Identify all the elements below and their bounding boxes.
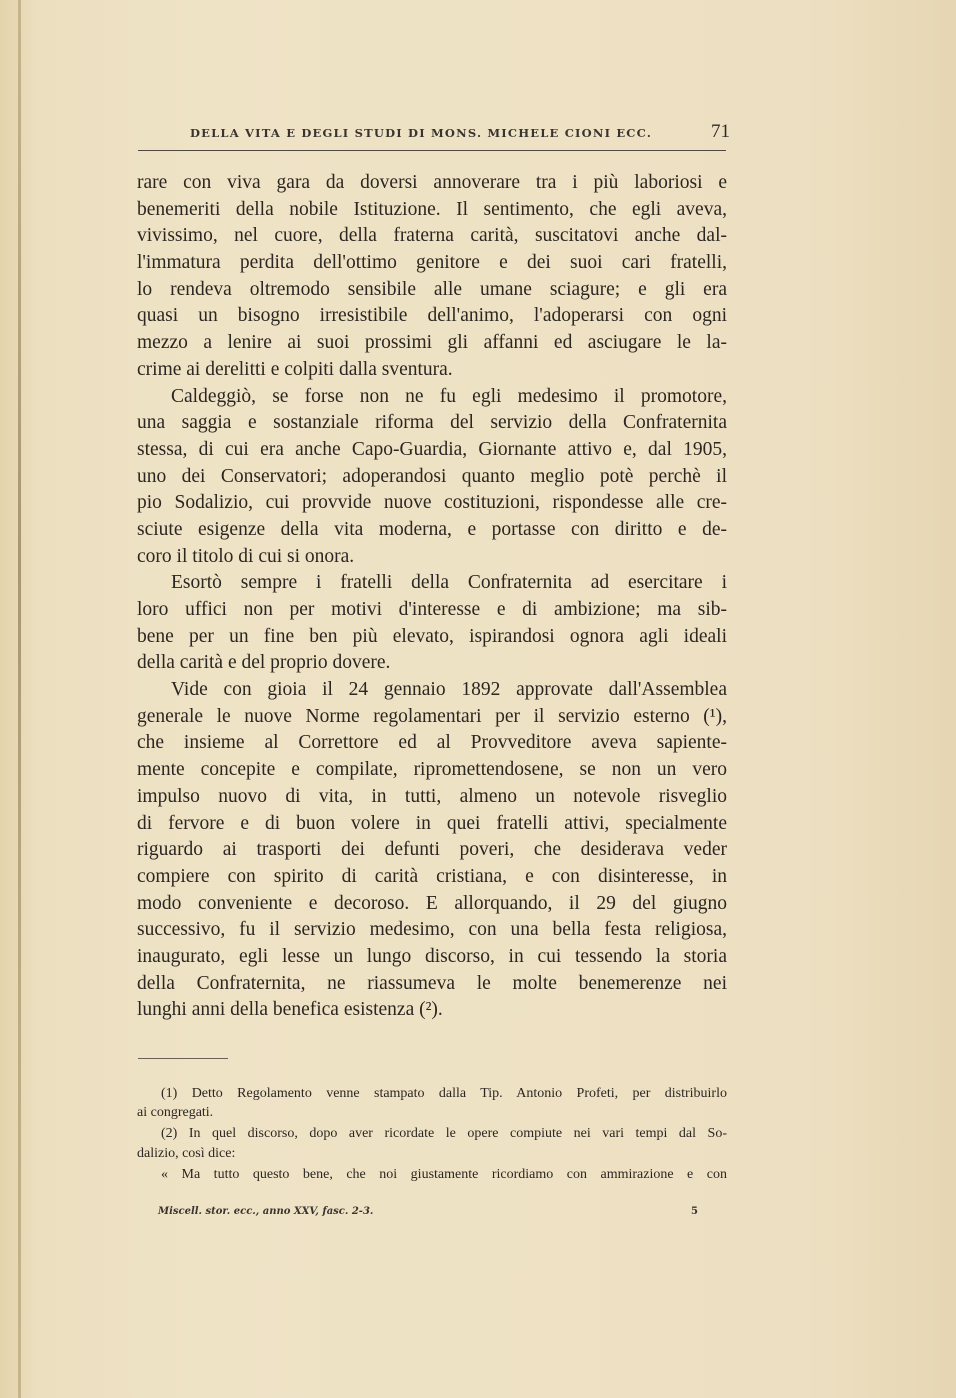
footnote-line: « Ma tutto questo bene, che noi giustamente ricordiamo con ammirazione e con xyxy=(161,1166,727,1182)
paragraph xyxy=(137,384,727,571)
text-line: successivo, fu il servizio medesimo, con una bella festa religiosa, xyxy=(137,919,727,941)
sheet-mark: 5 xyxy=(691,1206,698,1217)
printer-signature xyxy=(158,1206,698,1217)
text-line: generale le nuove Norme regolamentari per il servizio esterno (¹), xyxy=(137,705,727,727)
text-line: lo rendeva oltremodo sensibile alle umane sciagure; e gli era xyxy=(137,278,727,300)
footnote-line: (2) In quel discorso, dopo aver ricordate le opere compiute nei vari tempi dal So- xyxy=(161,1126,727,1142)
text-line: Caldeggiò, se forse non ne fu egli medesimo il promotore, xyxy=(171,385,727,407)
signature-title: Miscell. stor. ecc., anno XXV, fasc. 2-3. xyxy=(158,1206,374,1217)
text-line: l'immatura perdita dell'ottimo genitore e dei suoi cari fratelli, xyxy=(137,252,727,274)
header-rule xyxy=(138,150,726,151)
footnotes xyxy=(137,1084,727,1184)
footnote-rule xyxy=(138,1058,228,1059)
text-line: Vide con gioia il 24 gennaio 1892 approvate dall'Assemblea xyxy=(171,679,727,701)
text-line: compiere con spirito di carità cristiana, e con disinteresse, in xyxy=(137,865,727,887)
text-line: Esortò sempre i fratelli della Confraternita ad esercitare i xyxy=(171,572,727,594)
binding-gutter xyxy=(18,0,21,1398)
text-line: stessa, di cui era anche Capo-Guardia, Giornante attivo e, dal 1905, xyxy=(137,438,727,460)
text-line: sciute esigenze della vita moderna, e portasse con diritto e de- xyxy=(137,518,727,540)
text-line: benemeriti della nobile Istituzione. Il sentimento, che egli aveva, xyxy=(137,198,727,220)
text-line: bene per un fine ben più elevato, ispirandosi ognora agli ideali xyxy=(137,625,727,647)
text-line: impulso nuovo di vita, in tutti, almeno un notevole risveglio xyxy=(137,785,727,807)
footnote-1 xyxy=(137,1084,727,1122)
text-line: lunghi anni della benefica esistenza (²). xyxy=(137,999,443,1021)
text-line: inaugurato, egli lesse un lungo discorso, in cui tessendo la storia xyxy=(137,945,727,967)
running-title: DELLA VITA E DEGLI STUDI DI MONS. MICHELE CIONI ECC. xyxy=(190,126,653,140)
text-line: uno dei Conservatori; adoperandosi quanto meglio potè perchè il xyxy=(137,465,727,487)
text-line: quasi un bisogno irresistibile dell'animo, l'adoperarsi con ogni xyxy=(137,305,727,327)
footnote-line: ai congregati. xyxy=(137,1105,214,1121)
body-text xyxy=(137,170,727,1024)
text-line: della Confraternita, ne riassumeva le molte benemerenze nei xyxy=(137,972,727,994)
text-line: coro il titolo di cui si onora. xyxy=(137,545,355,567)
footnote-line: dalizio, così dice: xyxy=(137,1145,236,1161)
text-line: loro uffici non per motivi d'interesse e di ambizione; ma sib- xyxy=(137,599,727,620)
footnote-quote xyxy=(137,1165,727,1184)
text-line: rare con viva gara da doversi annoverare tra i più laboriosi e xyxy=(137,172,727,193)
text-line: crime ai derelitti e colpiti dalla sventura. xyxy=(137,358,453,380)
paragraph xyxy=(137,677,727,1024)
text-line: riguardo ai trasporti dei defunti poveri, che desiderava veder xyxy=(137,839,727,861)
text-line: pio Sodalizio, cui provvide nuove costituzioni, rispondesse alle cre- xyxy=(137,492,727,514)
text-line: una saggia e sostanziale riforma del servizio della Confraternita xyxy=(137,412,727,434)
footnote-line: (1) Detto Regolamento venne stampato dalla Tip. Antonio Profeti, per distribuirlo xyxy=(161,1086,727,1101)
running-head xyxy=(190,121,730,143)
paragraph xyxy=(137,570,727,677)
text-line: che insieme al Correttore ed al Provveditore aveva sapiente- xyxy=(137,732,727,754)
page-number: 71 xyxy=(711,121,730,142)
footnote-2 xyxy=(137,1124,727,1162)
text-line: vivissimo, nel cuore, della fraterna carità, suscitatovi anche dal- xyxy=(137,225,727,247)
paragraph xyxy=(137,170,727,384)
text-line: della carità e del proprio dovere. xyxy=(137,652,391,674)
text-line: mezzo a lenire ai suoi prossimi gli affanni ed asciugare le la- xyxy=(137,332,727,354)
text-line: modo conveniente e decoroso. E allorquando, il 29 del giugno xyxy=(137,892,727,914)
text-line: di fervore e di buon volere in quei fratelli attivi, specialmente xyxy=(137,812,727,834)
text-line: mente concepite e compilate, ripromettendosene, se non un vero xyxy=(137,759,727,781)
